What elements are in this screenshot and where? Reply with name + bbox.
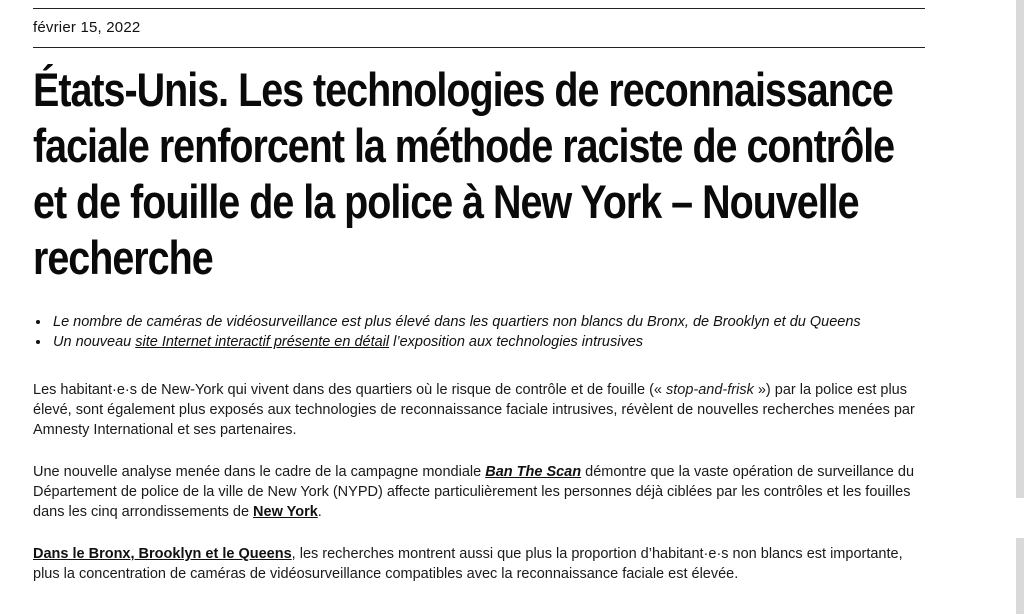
key-points-list: [33, 312, 925, 352]
paragraph-text: Les habitant·e·s de New-York qui vivent dans des quartiers où le risque de contrôle et de fouille («: [33, 382, 666, 398]
paragraph-text: démontre que la vaste opération de surveillance du Département de police de la ville de New York (NYPD) affecte particulièrement les personnes déjà ciblées par les contrôles et les fouilles dans les cinq arrondissements de: [33, 464, 915, 520]
key-point-text: l’exposition aux technologies intrusives: [389, 334, 644, 350]
ban-the-scan-link[interactable]: Ban The Scan: [485, 464, 582, 480]
page-edge-notch: [1016, 498, 1024, 538]
bronx-brooklyn-queens-link[interactable]: Dans le Bronx, Brooklyn et le Queens: [33, 546, 292, 562]
paragraph: [33, 544, 925, 584]
paragraph-text: Une nouvelle analyse menée dans le cadre de la campagne mondiale: [33, 464, 486, 480]
key-point: [51, 312, 925, 332]
paragraph: [33, 380, 925, 440]
key-point: [51, 332, 925, 352]
paragraph-text: ») par la police est plus élevé, sont également plus exposés aux technologies de reconnaissance faciale intrusives, révèlent de nouvelles recherches menées par Amnesty International et ses partenaires.: [33, 382, 915, 438]
key-point-text: Un nouveau: [53, 334, 136, 350]
page-edge-bar: [1016, 0, 1024, 614]
article: [33, 0, 925, 584]
key-point-text: Le nombre de caméras de vidéosurveillance est plus élevé dans les quartiers non blancs du Bronx, de Brooklyn et du Queens: [53, 314, 861, 330]
paragraph-text: , les recherches montrent aussi que plus la proportion d’habitant·e·s non blancs est importante, plus la concentration de caméras de vidéosurveillance compatibles avec la reconnaissance faciale est élevée.: [33, 546, 903, 582]
paragraph-text: .: [317, 504, 322, 520]
article-title: États-Unis. Les technologies de reconnaissance faciale renforcent la méthode raciste de contrôle et de fouille de la police à New York – Nouvelle recherche: [33, 63, 895, 284]
article-date: février 15, 2022: [33, 19, 141, 36]
interactive-site-link[interactable]: site Internet interactif présente en détail: [135, 334, 390, 350]
paragraph-emphasis: stop-and-frisk: [666, 382, 754, 398]
new-york-link[interactable]: New York: [253, 504, 318, 520]
paragraph: [33, 462, 925, 522]
date-rule: [33, 47, 925, 48]
